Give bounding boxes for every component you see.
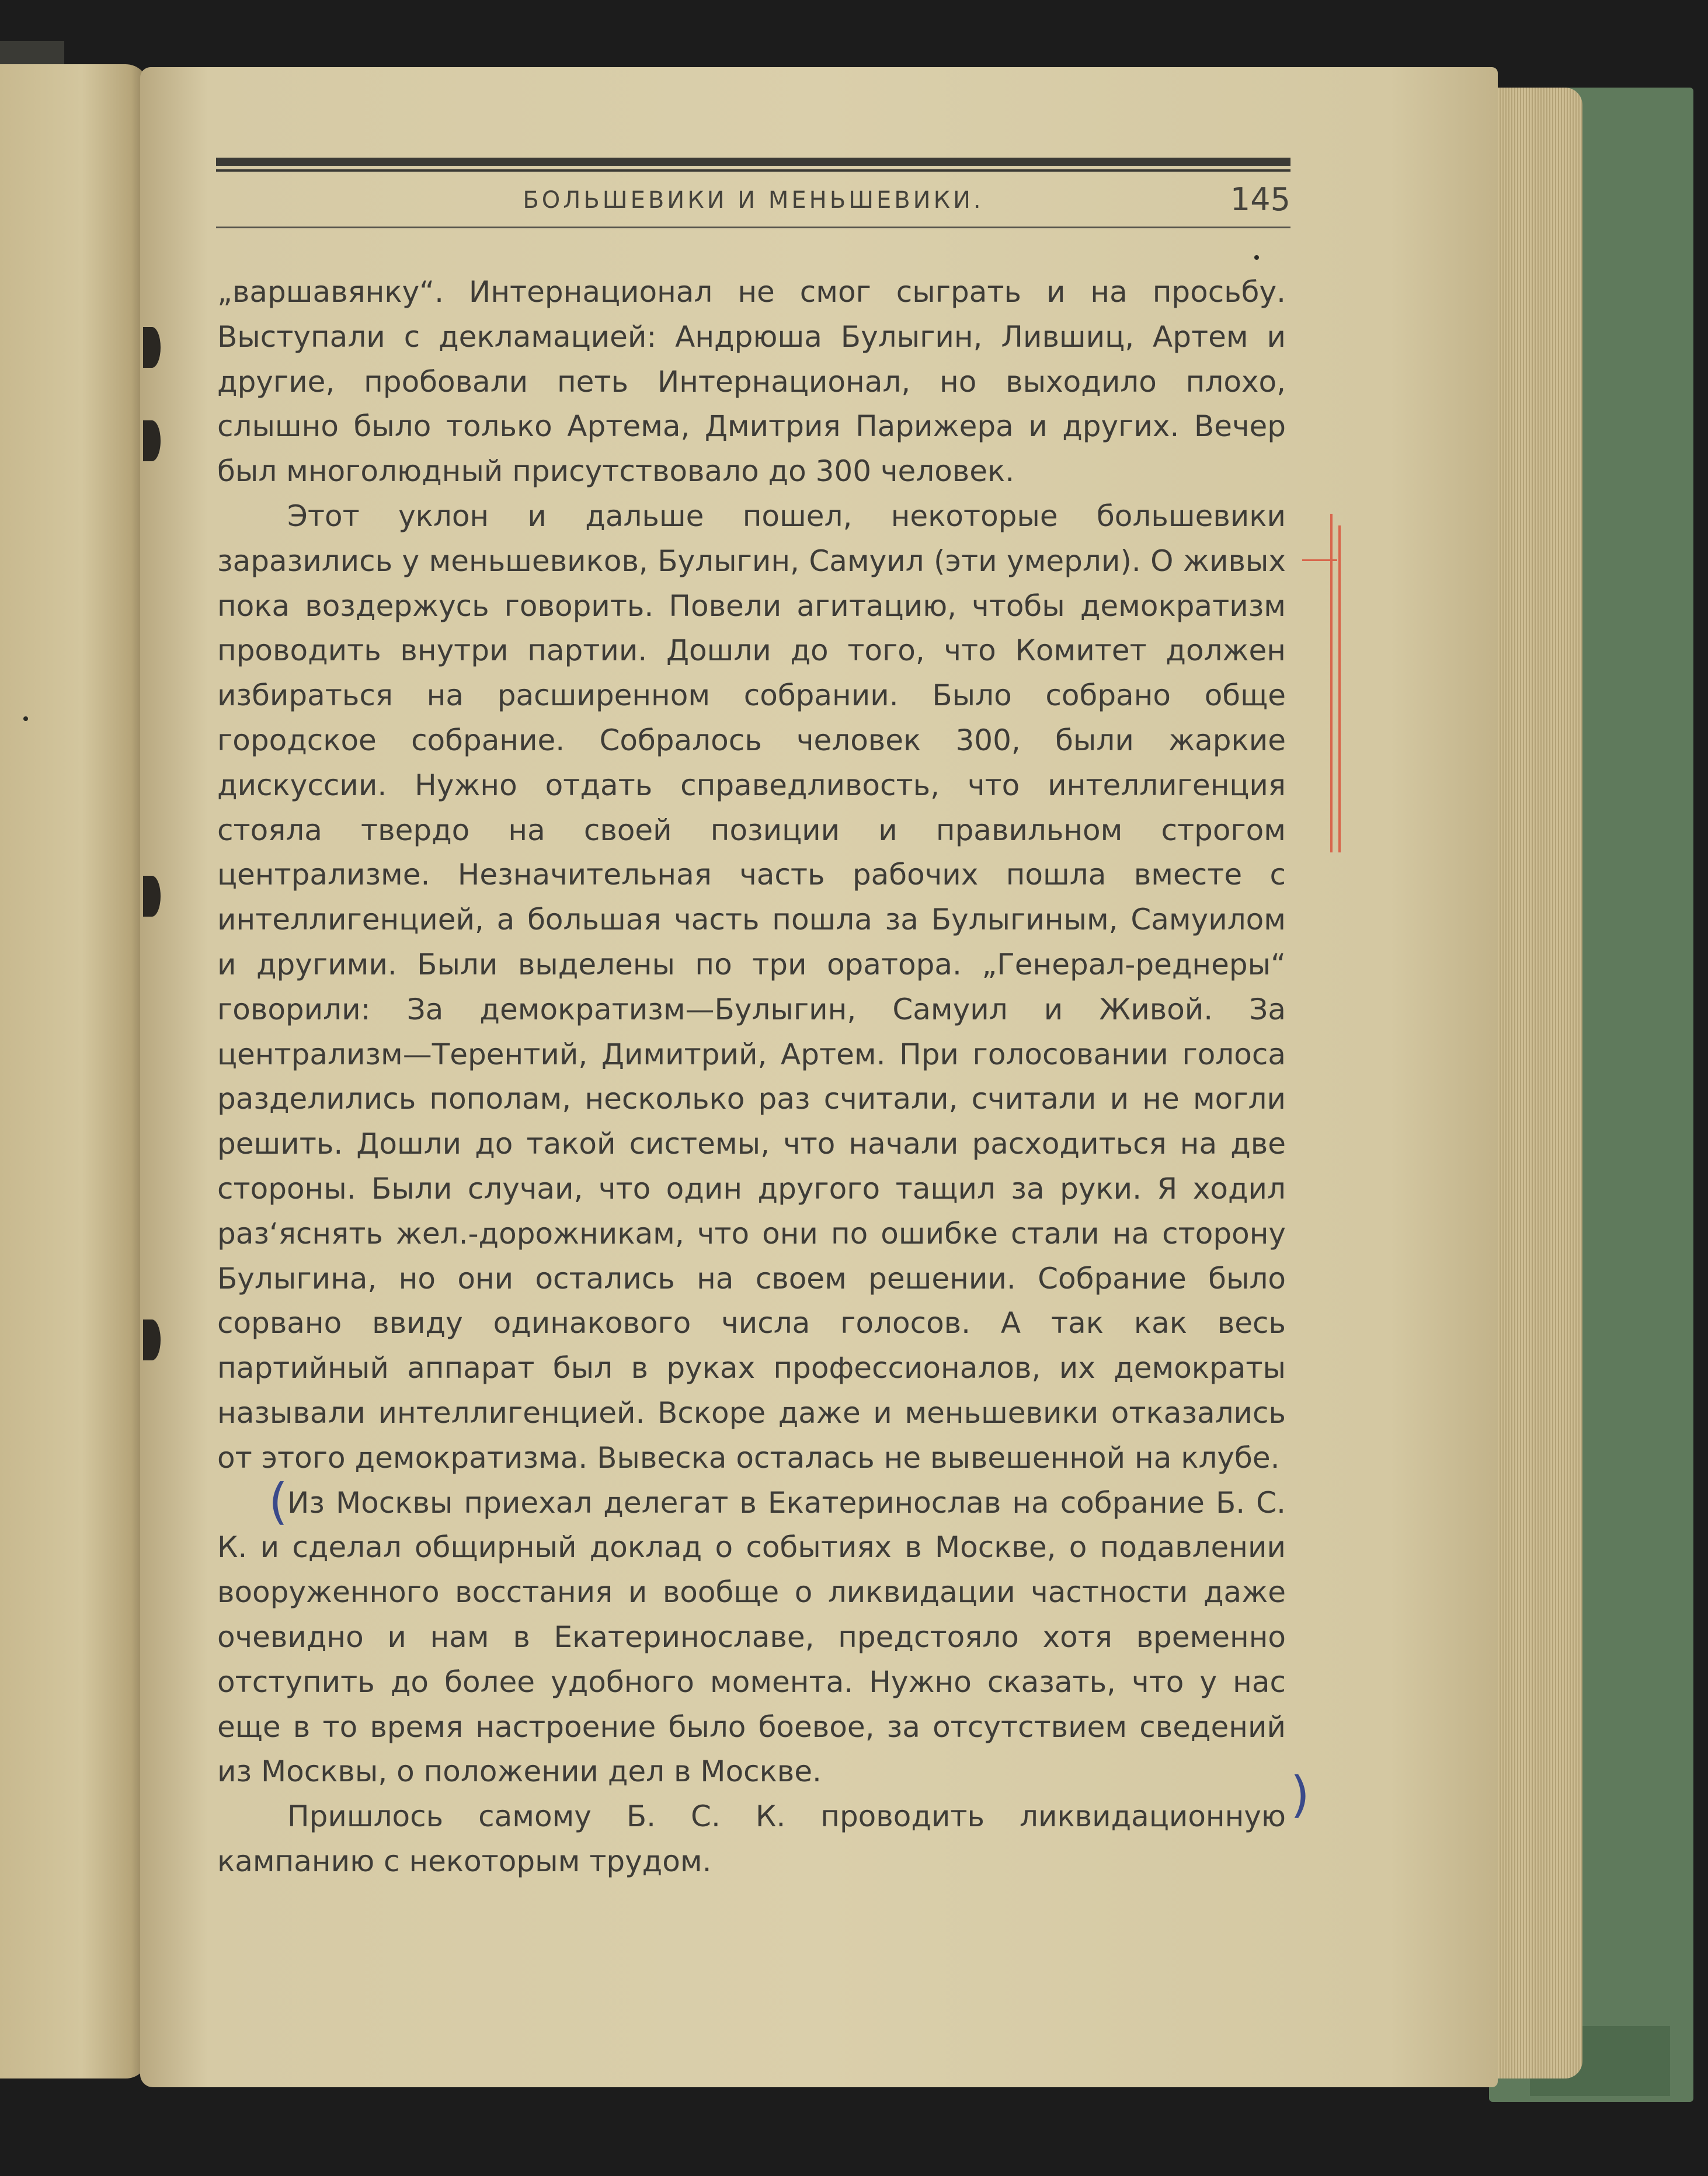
handwritten-bracket-close: ) bbox=[1290, 1766, 1310, 1823]
page-number: 145 bbox=[1230, 181, 1290, 218]
paragraph-4: Пришлось самому Б. С. К. проводить ликвидационную кампанию с некоторым трудом. bbox=[217, 1799, 1286, 1878]
header-rule-thin bbox=[216, 169, 1290, 172]
pencil-margin-mark bbox=[1302, 559, 1337, 561]
header-underline bbox=[216, 227, 1290, 228]
paragraph-3: Из Москвы приехал делегат в Екатеринослав на собрание Б. С. К. и сделал общирный доклад о событиях в Москве, о подавлении вооруженного восстания и вообще о ликвидации частности даже очевидно и нам в Екатеринославе, предстояло хотя временно отступить до более удобного момента. Нужно сказать, что у нас еще в то время настроение было боевое, за отсутствием сведений из Москвы, о положении дел в Москве. bbox=[217, 1485, 1286, 1789]
running-head bbox=[216, 158, 1290, 234]
left-page-edge bbox=[0, 64, 149, 2078]
bracketed-section bbox=[217, 1472, 1310, 1823]
page-block-edges bbox=[1483, 88, 1582, 2078]
binding-notch bbox=[143, 876, 161, 917]
body-text bbox=[217, 270, 1310, 1884]
speck-mark bbox=[1254, 255, 1259, 260]
paragraph-2: Этот уклон и дальше пошел, некоторые большевики заразились у меньшевиков, Булыгин, Самуил (эти умерли). О живых пока воздержусь говорить. Повели агитацию, чтобы демократизм проводить внутри партии. Дошли до того, что Комитет должен избираться на расширенном собрании. Было собрано обще городское собрание. Собралось человек 300, были жаркие дискуссии. Нужно отдать справедливость, что интеллигенция стояла твердо на своей позиции и правильном строгом централизме. Незначительная часть рабочих пошла вместе с интеллигенцией, а большая часть пошла за Булыгиным, Самуилом и другими. Были выделены по три оратора. „Генерал-реднеры“ говорили: За демократизм—Булыгин, Самуил и Живой. За централизм—Терентий, Димитрий, Артем. При голосовании голоса разделились пополам, несколько раз считали, считали и не могли решить. Дошли до такой системы, что начали расходиться на две стороны. Были случаи, что один другого тащил за руки. Я ходил раз‘яснять жел.-дорожникам, что они по ошибке стали на сторону Булыгина, но они остались на своем решении. Собрание было сорвано ввиду одинакового числа голосов. А так как весь партийный аппарат был в руках профессионалов, их демократы называли интеллигенцией. Вскоре даже и меньшевики отказались от этого демократизма. Вывеска осталась не вывешенной на клубе. bbox=[217, 499, 1286, 1475]
handwritten-bracket-open: ( bbox=[269, 1472, 288, 1530]
header-rule-thick bbox=[216, 158, 1290, 166]
binding-notch bbox=[143, 327, 161, 368]
running-head-title: БОЛЬШЕВИКИ И МЕНЬШЕВИКИ. bbox=[523, 187, 984, 214]
binding-notch bbox=[143, 1319, 161, 1360]
pencil-margin-mark bbox=[1338, 525, 1341, 852]
binding-notch bbox=[143, 420, 161, 461]
speck-mark bbox=[23, 716, 28, 721]
paragraph-1: „варшавянку“. Интернационал не смог сыграть и на просьбу. Выступали с декламацией: Андрюша Булыгин, Лившиц, Артем и другие, пробовали петь Интернационал, но выходило плохо, слышно было только Артема, Дмитрия Парижера и других. Вечер был многолюдный присутствовало до 300 человек. bbox=[217, 275, 1286, 489]
pencil-margin-mark bbox=[1330, 514, 1333, 852]
